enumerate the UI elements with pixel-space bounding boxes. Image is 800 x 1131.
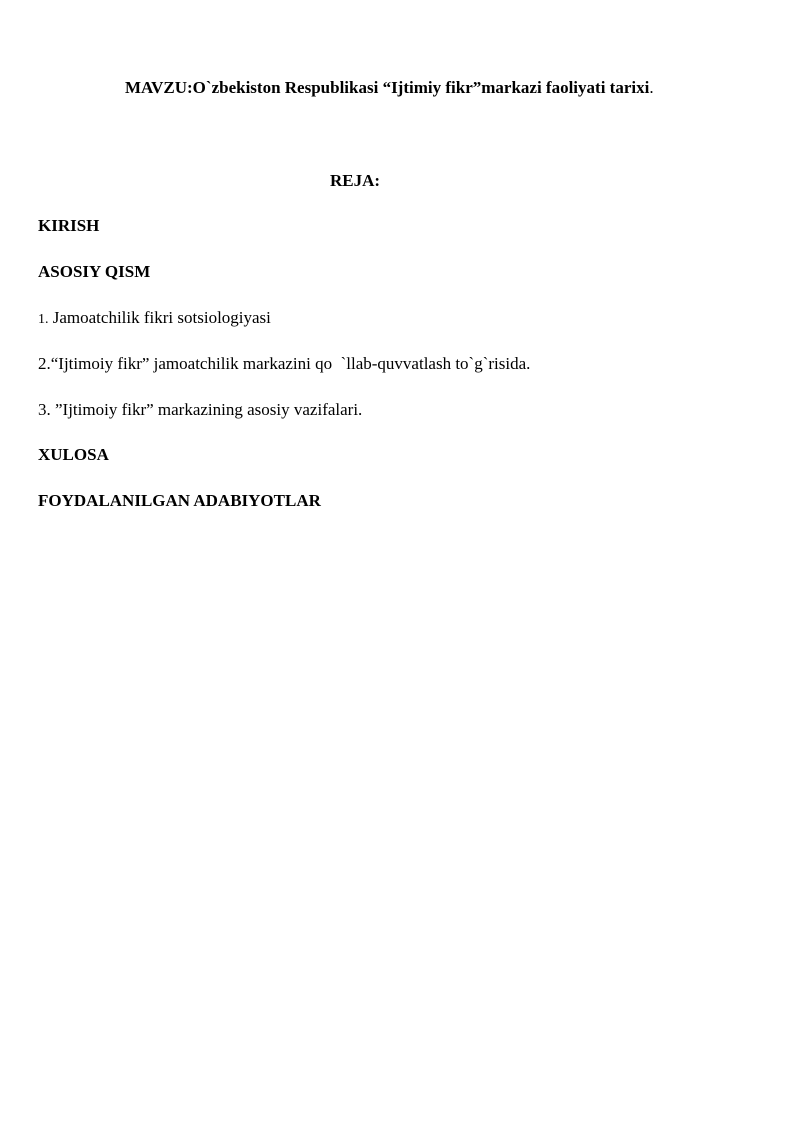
plan-item-1 xyxy=(38,308,271,330)
plan-item-2-text: Ijtimoiy fikr” jamoatchilik markazini qo `llab-quvvatlash to`g`risida. xyxy=(58,354,531,373)
section-references: FOYDALANILGAN ADABIYOTLAR xyxy=(38,491,321,510)
document-title xyxy=(125,78,654,98)
plan-item-3-number: 3. xyxy=(38,400,51,419)
plan-item-2 xyxy=(38,354,530,374)
section-intro: KIRISH xyxy=(38,216,100,235)
plan-heading: REJA: xyxy=(330,171,381,190)
section-conclusion: XULOSA xyxy=(38,445,109,464)
document-title-period: . xyxy=(649,78,654,97)
plan-item-3-text: ”Ijtimoiy fikr” markazining asosiy vazifalari. xyxy=(50,400,363,419)
plan-item-1-text: Jamoatchilik fikri sotsiologiyasi xyxy=(48,308,271,327)
document-title-text: MAVZU:O`zbekiston Respublikasi “Ijtimiy fikr”markazi faoliyati tarixi xyxy=(125,78,650,97)
plan-item-1-number: 1. xyxy=(38,312,49,327)
section-main-part: ASOSIY QISM xyxy=(38,262,151,281)
plan-item-3 xyxy=(38,400,362,420)
plan-item-2-number: 2.“ xyxy=(38,354,59,373)
